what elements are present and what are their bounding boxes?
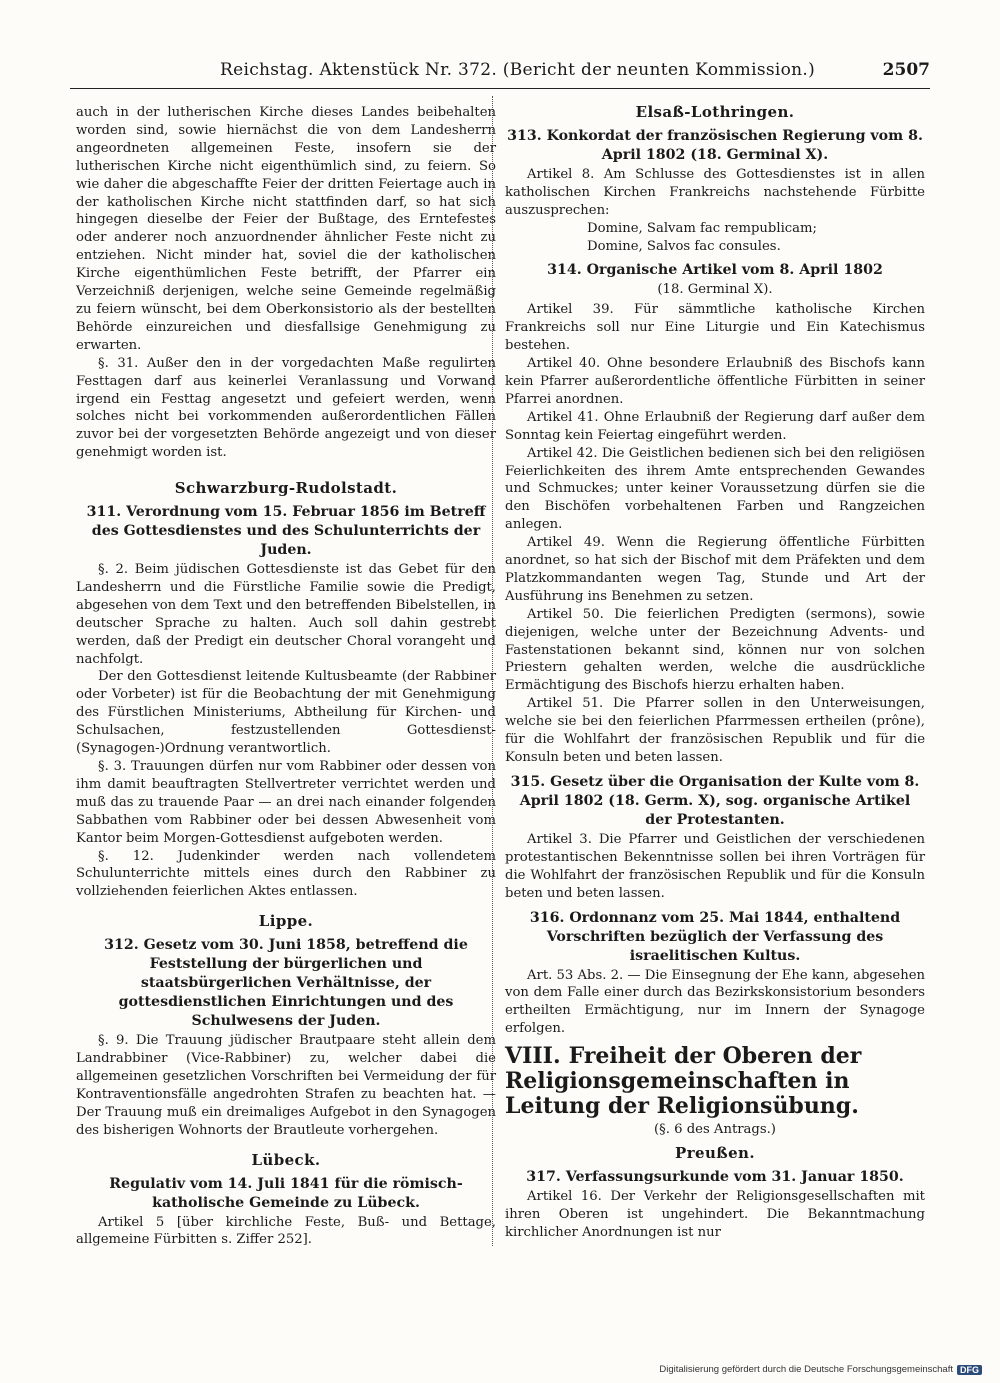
article-50: Artikel 50. Die feierlichen Predigten (sermons), sowie diejenigen, welche unter der Bezeichnung Advents- und Fastenstationen bekannt sind, können nur von solchen Priestern gehalten werden, welche die ausdrückliche Ermächtigung des Bischofs hierzu erhalten haben. <box>505 606 925 694</box>
digitization-footer <box>659 1364 982 1375</box>
header-title: Reichstag. Aktenstück Nr. 372. (Bericht der neunten Kommission.) <box>220 60 816 80</box>
item-311-paragraph-2b: Der den Gottesdienst leitende Kultusbeamte (der Rabbiner oder Vorbeter) ist für die Beobachtung der mit Genehmigung des Fürstlichen Ministeriums, Abtheilung für Kirchen- und Schulsachen, festzustellenden Gottesdienst-(Synagogen-)Ordnung verantwortlich. <box>76 669 496 757</box>
footer-text: Digitalisierung gefördert durch die Deutsche Forschungsgemeinschaft <box>659 1364 953 1375</box>
article-49: Artikel 49. Wenn die Regierung öffentliche Fürbitten anordnet, so hat sich der Bischof mit dem Präfekten und dem Platzkommandanten wegen Tag, Stunde und Art der Ausführung ins Benehmen zu setzen. <box>505 535 925 604</box>
section-heading-schwarzburg: Schwarzburg-Rudolstadt. <box>174 479 398 498</box>
article-16: Artikel 16. Der Verkehr der Religionsgesellschaften mit ihren Oberen ist ungehindert. Die Bekanntmachung kirchlicher Anordnungen ist nur <box>505 1188 925 1240</box>
left-column <box>76 104 496 1249</box>
article-41: Artikel 41. Ohne Erlaubniß der Regierung darf außer dem Sonntag kein Feiertag eingeführt werden. <box>505 409 925 443</box>
article-42: Artikel 42. Die Geistlichen bedienen sich bei den religiösen Feierlichkeiten des ihrem Amte entsprechenden Gewandes und Schmuckes; unter keiner Voraussetzung dürfen sie die den Bischöfen vorbehaltenen Farben und Rangzeichen anlegen. <box>505 445 925 533</box>
regulativ-title: Regulativ vom 14. Juli 1841 für die römisch-katholische Gemeinde zu Lübeck. <box>109 1175 463 1211</box>
article-40: Artikel 40. Ohne besondere Erlaubniß des Bischofs kann kein Pfarrer außerordentliche öffentliche Fürbitten in seiner Pfarrei anordnen. <box>505 356 925 407</box>
right-column <box>505 104 925 1242</box>
item-313-article-8: Artikel 8. Am Schlusse des Gottesdienstes ist in allen katholischen Kirchen Frankreichs nachstehende Fürbitte auszusprechen: <box>505 166 925 218</box>
paragraph-31: §. 31. Außer den in der vorgedachten Maße regulirten Festtagen darf aus keinerlei Veranlassung und Vorwand irgend ein Festtag angesetzt und gefeiert werden, wenn solches nicht bei vorkommenden außerordentlichen Fällen zuvor bei der vorgesetzten Behörde angezeigt und von dieser genehmigt worden ist. <box>76 355 496 461</box>
page-number: 2507 <box>882 60 930 80</box>
item-314-title: 314. Organische Artikel vom 8. April 1802 <box>547 262 883 279</box>
article-51: Artikel 51. Die Pfarrer sollen in den Unterweisungen, welche sie bei den feierlichen Pfarrmessen ertheilen (prône), für die Wohlfahrt der französischen Republik und für die Konsuln beten und beten lassen. <box>505 696 925 765</box>
item-314-subtitle: (18. Germinal X). <box>657 282 773 298</box>
regulativ-article-5: Artikel 5 [über kirchliche Feste, Buß- und Bettage, allgemeine Fürbitten s. Ziffer 252]. <box>76 1214 496 1248</box>
prayer-line-1: Domine, Salvam fac rempublicam; <box>587 220 817 236</box>
item-311-paragraph-12: §. 12. Judenkinder werden nach vollendetem Schulunterrichte mittels eines durch den Rabbiner zu vollziehenden feierlichen Aktes entlassen. <box>76 848 496 900</box>
chapter-title: Freiheit der Oberen der Religionsgemeinschaften in Leitung der Religionsübung. <box>505 1043 862 1120</box>
item-317-title: 317. Verfassungsurkunde vom 31. Januar 1850. <box>526 1168 904 1185</box>
section-heading-luebeck: Lübeck. <box>251 1150 321 1169</box>
section-heading-preussen: Preußen. <box>675 1144 755 1163</box>
chapter-number: VIII. <box>505 1043 561 1070</box>
item-311-paragraph-3: §. 3. Trauungen dürfen nur vom Rabbiner oder dessen von ihm damit beauftragten Stellvertreter verrichtet werden und muß das zu trauende Paar — an drei nach einander folgenden Sabbathen vom Rabbiner oder bei dessen Abwesenheit vom Kantor beim Morgen-Gottesdienst aufgeboten werden. <box>76 759 496 846</box>
running-header <box>70 58 930 89</box>
item-313-title: 313. Konkordat der französischen Regierung vom 8. April 1802 (18. Germinal X). <box>507 127 923 163</box>
continued-paragraph: auch in der lutherischen Kirche dieses Landes beibehalten worden sind, sowie hiernächst die von dem Landesherrn angeordneten allgemeinen Feste, insofern sie der lutherischen Kirche nicht eigenthümlich sind, zu feiern. So wie daher die abgeschaffte Feier der dritten Feiertage auch in der katholischen Kirche nicht stattfinden darf, so hat sich hingegen dieselbe der Feier der Bußtage, des Erntefestes oder anderer noch anzuordnender ähnlicher Feste nicht zu entziehen. Nicht minder hat, soviel die der katholischen Kirche eigenthümlichen Feste betrifft, der Pfarrer ein Verzeichniß derjenigen, welche seine Gemeinde regelmäßig zu feiern wünscht, bei dem Oberkonsistorio als der bestellten Behörde einzureichen und diesfallsige Genehmigung zu erwarten. <box>76 105 496 353</box>
section-heading-lippe: Lippe. <box>258 912 314 931</box>
item-311-paragraph-2: §. 2. Beim jüdischen Gottesdienste ist das Gebet für den Landesherrn und die Fürstliche Familie sowie die Predigt, abgesehen von dem Text und den betreffenden Bibelstellen, in deutscher Sprache zu halten. Auch soll dahin gestrebt werden, daß der Predigt ein deutscher Choral vorangeht und nachfolgt. <box>76 562 496 667</box>
item-315-title: 315. Gesetz über die Organisation der Kulte vom 8. April 1802 (18. Germ. X), sog. organische Artikel der Protestanten. <box>510 773 920 828</box>
chapter-subtitle: (§. 6 des Antrags.) <box>654 1122 776 1138</box>
item-316-title: 316. Ordonnanz vom 25. Mai 1844, enthaltend Vorschriften bezüglich der Verfassung des israelitischen Kultus. <box>529 909 901 964</box>
item-315-article-3: Artikel 3. Die Pfarrer und Geistlichen der verschiedenen protestantischen Bekenntnisse sollen bei ihren Vorträgen für die Wohlfahrt der französischen Republik und für die Konsuln beten und beten lassen. <box>505 831 925 901</box>
item-316-paragraph: Art. 53 Abs. 2. — Die Einsegnung der Ehe kann, abgesehen von dem Falle einer durch das Bezirkskonsistorium besonders ertheilten Ermächtigung, nur im Innern der Synagoge erfolgen. <box>505 967 926 1037</box>
item-312-paragraph-9: §. 9. Die Trauung jüdischer Brautpaare steht allein dem Landrabbiner (Vice-Rabbiner) zu, welcher dabei die allgemeinen gesetzlichen Vorschriften bei Vermeidung der für Kontraventionsfälle angedrohten Strafen zu beachten hat. — Der Trauung muß ein dreimaliges Aufgebot in den Synagogen des bisherigen Wohnorts der Brautleute vorhergehen. <box>76 1033 496 1138</box>
article-39: Artikel 39. Für sämmtliche katholische Kirchen Frankreichs soll nur Eine Liturgie und Ein Katechismus bestehen. <box>505 302 925 354</box>
section-heading-elsass: Elsaß-Lothringen. <box>635 103 795 121</box>
item-312-title: 312. Gesetz vom 30. Juni 1858, betreffend die Feststellung der bürgerlichen und staatsbürgerlichen Verhältnisse, der gottesdienstlichen Einrichtungen und des Schulwesens der Juden. <box>104 937 468 1030</box>
prayer-line-2: Domine, Salvos fac consules. <box>587 238 781 254</box>
item-311-title: 311. Verordnung vom 15. Februar 1856 im Betreff des Gottesdienstes und des Schulunterrichts der Juden. <box>86 504 486 559</box>
dfg-logo: DFG <box>957 1365 982 1375</box>
chapter-heading-viii <box>505 1044 925 1119</box>
